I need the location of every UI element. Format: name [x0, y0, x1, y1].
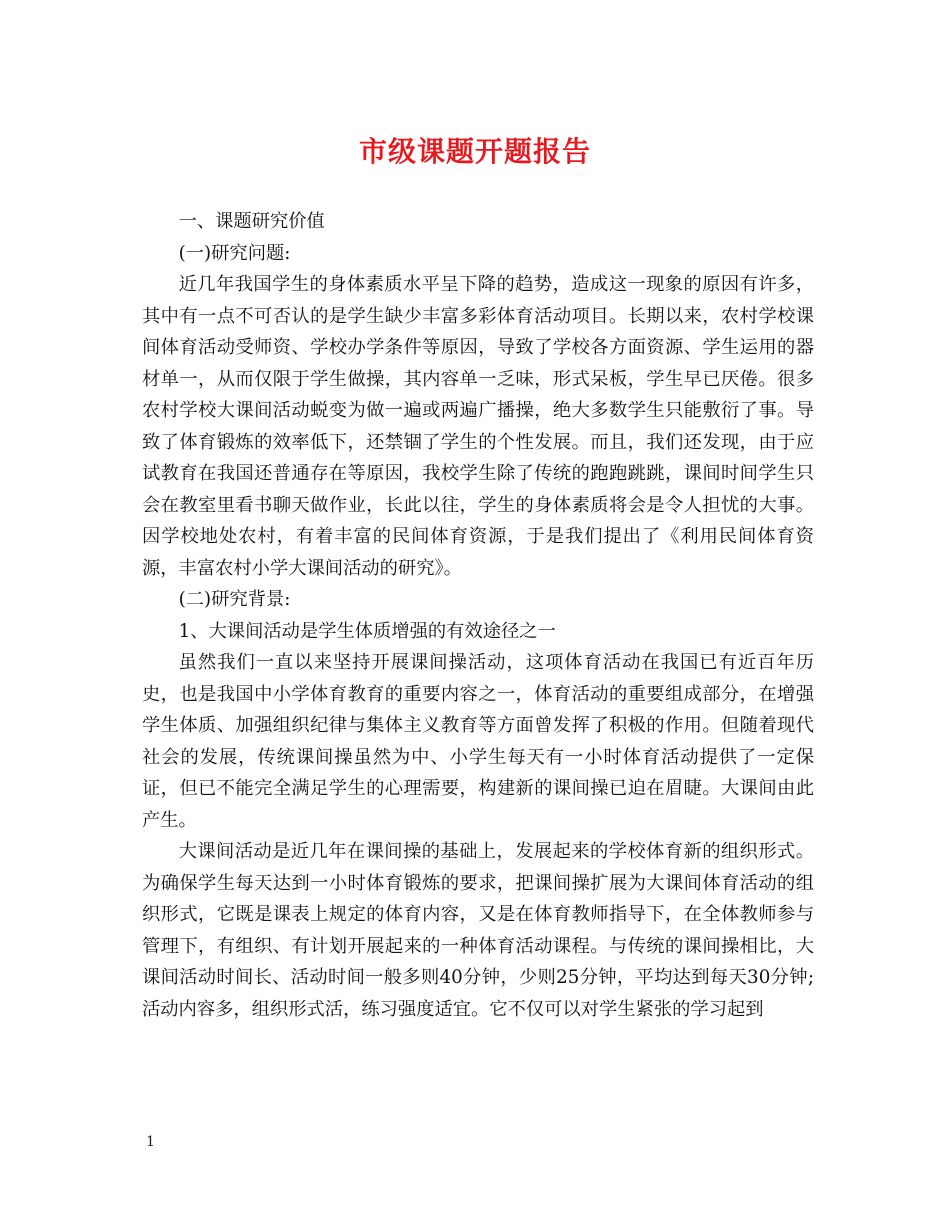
subsection-heading: (一)研究问题:	[178, 242, 291, 264]
subsection-heading: (二)研究背景:	[178, 589, 291, 610]
section-heading: 一、课题研究价值	[178, 211, 325, 232]
paragraph: 虽然我们一直以来坚持开展课间操活动，这项体育活动在我国已有近百年历史，也是我国中小学体育教育的重要内容之一，体育活动的重要组成部分，在增强学生体质、加强组织纪律与集体主义教育等方面曾发挥了积极的作用。但随着现代社会的发展，传统课间操虽然为中、小学生每天有一小时体育活动提供了一定保证，但已不能完全满足学生的心理需要，构建新的课间操已迫在眉睫。大课间由此产生。	[142, 652, 814, 831]
list-heading: 1、大课间活动是学生体质增强的有效途径之一	[178, 620, 556, 642]
document-body	[142, 206, 814, 1025]
paragraph: 近几年我国学生的身体素质水平呈下降的趋势，造成这一现象的原因有许多，其中有一点不可否认的是学生缺少丰富多彩体育活动项目。长期以来，农村学校课间体育活动受师资、学校办学条件等原因，导致了学校各方面资源、学生运用的器材单一，从而仅限于学生做操，其内容单一乏味，形式呆板，学生早已厌倦。很多农村学校大课间活动蜕变为做一遍或两遍广播操，绝大多数学生只能敷衍了事。导致了体育锻炼的效率低下，还禁锢了学生的个性发展。而且，我们还发现，由于应试教育在我国还普通存在等原因，我校学生除了传统的跑跑跳跳，课间时间学生只会在教室里看书聊天做作业，长此以往，学生的身体素质将会是令人担忧的大事。因学校地处农村，有着丰富的民间体育资源，于是我们提出了《利用民间体育资源，丰富农村小学大课间活动的研究》。	[142, 274, 814, 579]
paragraph: 大课间活动是近几年在课间操的基础上，发展起来的学校体育新的组织形式。为确保学生每天达到一小时体育锻炼的要求，把课间操扩展为大课间体育活动的组织形式，它既是课表上规定的体育内容，又是在体育教师指导下，在全体教师参与管理下，有组织、有计划开展起来的一种体育活动课程。与传统的课间操相比，大课间活动时间长、活动时间一般多则40分钟，少则25分钟，平均达到每天30分钟;活动内容多，组织形式活，练习强度适宜。它不仅可以对学生紧张的学习起到	[142, 841, 814, 1020]
page-number: 1	[146, 1134, 155, 1150]
document-title: 市级课题开题报告	[358, 135, 591, 168]
